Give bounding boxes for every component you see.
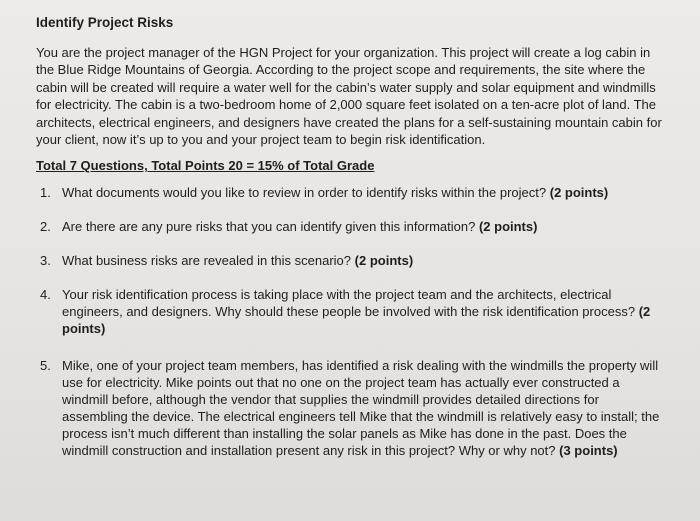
question-text: Are there are any pure risks that you can identify given this information? — [62, 219, 476, 235]
question-points: (2 points) — [549, 185, 609, 201]
question-item — [36, 252, 666, 269]
question-points: (2 points) — [478, 219, 538, 235]
question-number: 4. — [40, 287, 51, 303]
question-number: 5. — [40, 358, 51, 374]
question-number: 2. — [40, 219, 51, 235]
question-points: (2 points) — [62, 304, 651, 337]
total-points-heading: Total 7 Questions, Total Points 20 = 15% of Total Grade — [36, 158, 375, 174]
question-text: What business risks are revealed in this scenario? — [62, 253, 352, 269]
question-number: 3. — [40, 253, 51, 269]
question-body — [62, 357, 666, 459]
question-points: (3 points) — [559, 443, 618, 459]
document-title: Identify Project Risks — [36, 15, 174, 30]
question-list — [36, 184, 666, 459]
question-item — [36, 286, 666, 337]
question-item — [36, 357, 666, 459]
question-body — [62, 184, 666, 201]
intro-paragraph: You are the project manager of the HGN Project for your organization. This project will create a log cabin in the Blue Ridge Mountains of Georgia. According to the project scope and requirements, the site where the cabin will be created will require a water well for the cabin’s water supply and solar equipment and windmills for electricity. The cabin is a two-bedroom home of 2,000 square feet isolated on a ten-acre plot of land. The architects, electrical engineers, and designers have created the plans for a self-sustaining mountain cabin for your client, now it’s up to you and your project team to begin risk identification. — [36, 45, 662, 148]
question-number: 1. — [40, 185, 51, 201]
question-body — [62, 218, 666, 235]
question-points: (2 points) — [354, 253, 414, 269]
question-item — [36, 218, 666, 235]
question-body — [62, 252, 666, 269]
question-text: What documents would you like to review in order to identify risks within the project? — [62, 185, 547, 201]
question-body — [62, 286, 666, 337]
question-text: Your risk identification process is taking place with the project team and the architects, electrical engineers, and designers. Why should these people be involved with the risk identification process? — [62, 287, 636, 320]
question-text: Mike, one of your project team members, has identified a risk dealing with the windmills the property will use for electricity. Mike points out that no one on the project team has actually ever constructed a windmill before, although the vendor that supplies the windmill provides detailed directions for assembling the device. The electrical engineers tell Mike that the windmill is relatively easy to install; the process isn’t much different than installing the solar panels as Mike has done in the past. Does the windmill construction and installation present any risk in this project? Why or why not? — [62, 358, 660, 459]
question-item — [36, 184, 666, 201]
